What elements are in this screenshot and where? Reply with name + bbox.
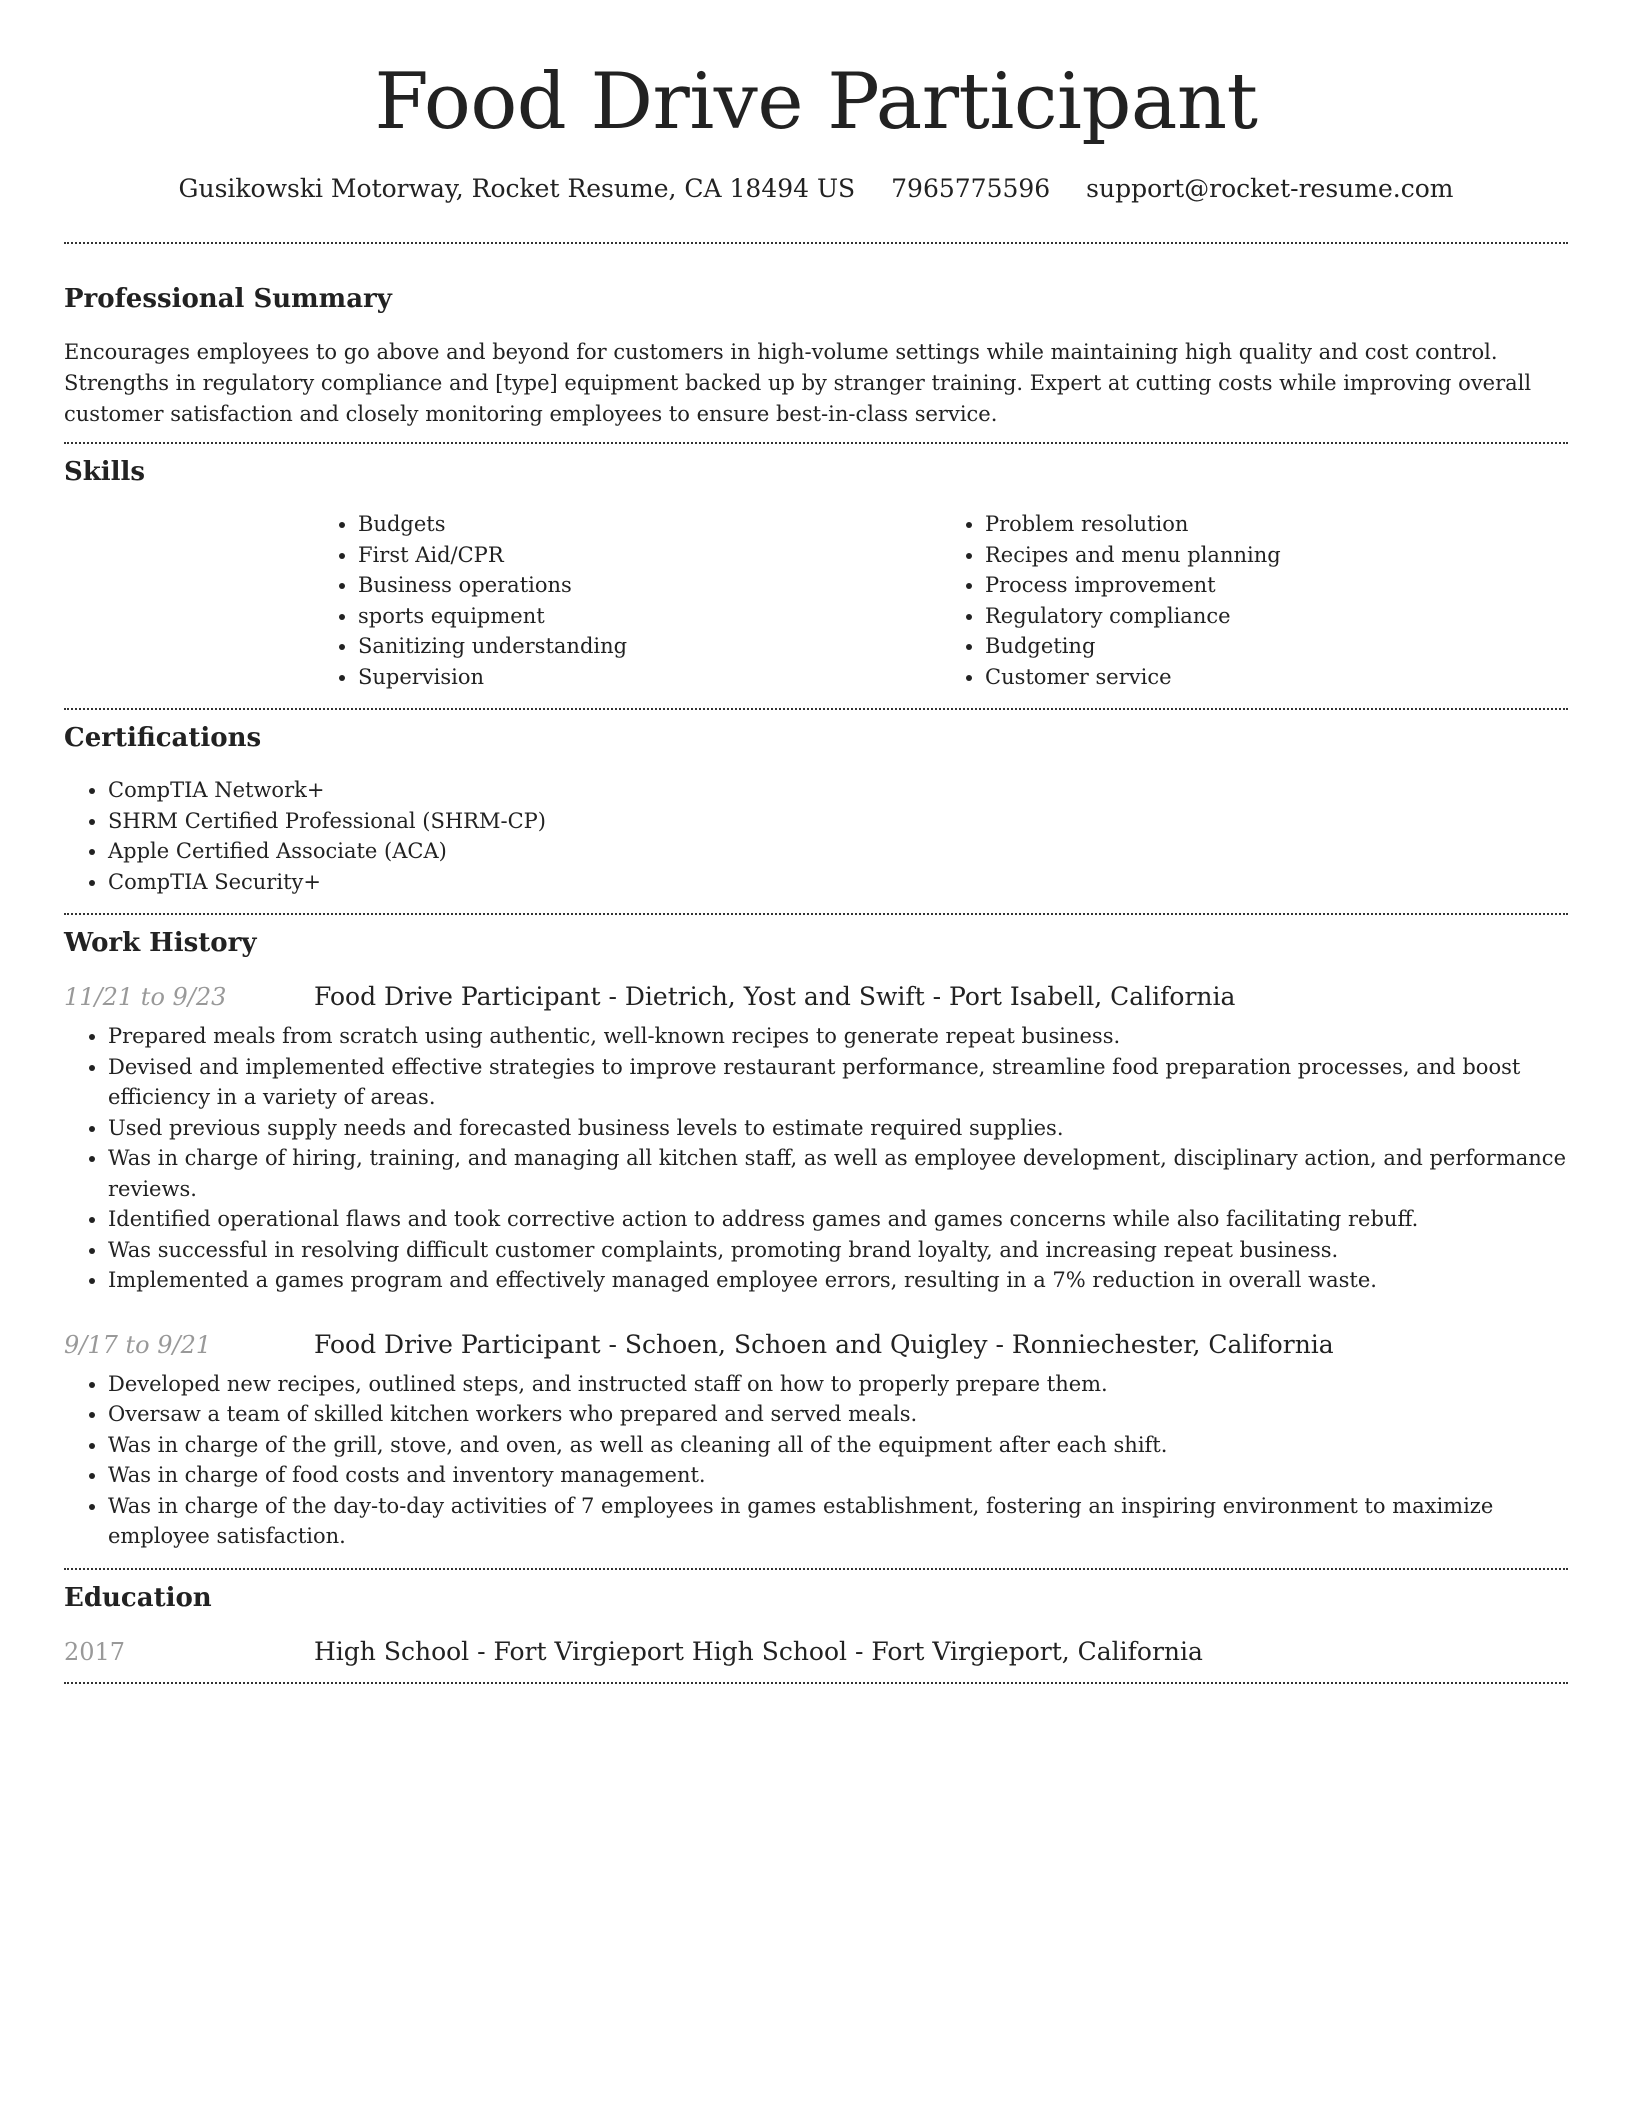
candidate-name: Food Drive Participant xyxy=(374,57,1258,147)
list-item: • Was in charge of the grill, stove, and oven, as well as cleaning all of the equipment after each shift. xyxy=(108,1430,1568,1461)
job-header xyxy=(64,1330,1568,1359)
skills-columns xyxy=(314,509,1568,692)
list-item: • CompTIA Security+ xyxy=(108,867,1568,898)
list-item: • Oversaw a team of skilled kitchen workers who prepared and served meals. xyxy=(108,1399,1568,1430)
list-item: • Used previous supply needs and forecasted business levels to estimate required supplies. xyxy=(108,1113,1568,1144)
list-item: • SHRM Certified Professional (SHRM-CP) xyxy=(108,806,1568,837)
list-item: • Prepared meals from scratch using authentic, well-known recipes to generate repeat business. xyxy=(108,1021,1568,1052)
job-heading: Food Drive Participant - Dietrich, Yost and Swift - Port Isabell, California xyxy=(314,982,1236,1011)
list-item: • Developed new recipes, outlined steps, and instructed staff on how to properly prepare them. xyxy=(108,1369,1568,1400)
job-dates: 11/21 to 9/23 xyxy=(64,983,227,1011)
education-heading: Education xyxy=(64,1582,212,1613)
list-item: • Business operations xyxy=(358,570,941,601)
skills-heading: Skills xyxy=(64,457,146,487)
list-item: • Was in charge of food costs and inventory management. xyxy=(108,1460,1568,1491)
list-item: • First Aid/CPR xyxy=(358,540,941,571)
contact-address: Gusikowski Motorway, Rocket Resume, CA 18494 US xyxy=(178,174,856,203)
skills-section xyxy=(64,444,1568,692)
list-item: • Identified operational flaws and took corrective action to address games and games concerns while also facilitating rebuff. xyxy=(108,1204,1568,1235)
skills-list-left xyxy=(314,509,941,692)
summary-section xyxy=(64,244,1568,430)
list-item: • Supervision xyxy=(358,662,941,693)
list-item: • Was in charge of hiring, training, and managing all kitchen staff, as well as employee development, disciplinary action, and performance reviews. xyxy=(108,1143,1568,1204)
list-item: • Was in charge of the day-to-day activities of 7 employees in games establishment, fostering an inspiring environment to maximize employee satisfaction. xyxy=(108,1491,1568,1552)
education-section xyxy=(64,1570,1568,1666)
certifications-list xyxy=(64,775,1568,897)
work-history-section xyxy=(64,915,1568,1552)
skills-list-right xyxy=(941,509,1568,692)
education-heading-text: High School - Fort Virgieport High School - Fort Virgieport, California xyxy=(314,1636,1203,1666)
list-item: • Recipes and menu planning xyxy=(985,540,1568,571)
list-item: • CompTIA Network+ xyxy=(108,775,1568,806)
summary-text: Encourages employees to go above and beyond for customers in high-volume settings while maintaining high quality and cost control. Strengths in regulatory compliance and [type] equipment backed up by stranger training. Expert at cutting costs while improving overall customer satisfaction and closely monitoring employees to ensure best-in-class service. xyxy=(64,340,1532,426)
list-item: • Was successful in resolving difficult customer complaints, promoting brand loyalty, and increasing repeat business. xyxy=(108,1235,1568,1266)
education-year: 2017 xyxy=(64,1637,126,1666)
certifications-heading: Certifications xyxy=(64,723,262,753)
job-entry xyxy=(64,982,1568,1296)
education-divider xyxy=(64,1682,1568,1684)
list-item: • Sanitizing understanding xyxy=(358,631,941,662)
job-heading: Food Drive Participant - Schoen, Schoen and Quigley - Ronniechester, California xyxy=(314,1329,1334,1359)
list-item: • Process improvement xyxy=(985,570,1568,601)
education-entry xyxy=(64,1637,1568,1666)
list-item: • Customer service xyxy=(985,662,1568,693)
work-history-heading: Work History xyxy=(64,928,257,958)
list-item: • sports equipment xyxy=(358,601,941,632)
summary-heading: Professional Summary xyxy=(64,284,392,314)
list-item: • Apple Certified Associate (ACA) xyxy=(108,836,1568,867)
contact-line xyxy=(64,172,1568,206)
list-item: • Budgeting xyxy=(985,631,1568,662)
job-duties xyxy=(64,1021,1568,1296)
contact-email: support@rocket-resume.com xyxy=(1086,174,1454,203)
list-item: • Problem resolution xyxy=(985,509,1568,540)
job-dates: 9/17 to 9/21 xyxy=(64,1330,212,1359)
list-item: • Regulatory compliance xyxy=(985,601,1568,632)
job-header xyxy=(64,982,1568,1011)
certifications-section xyxy=(64,710,1568,897)
contact-phone: 7965775596 xyxy=(891,174,1051,203)
list-item: • Implemented a games program and effectively managed employee errors, resulting in a 7% reduction in overall waste. xyxy=(108,1265,1568,1296)
list-item: • Devised and implemented effective strategies to improve restaurant performance, streamline food preparation processes, and boost efficiency in a variety of areas. xyxy=(108,1052,1568,1113)
job-entry xyxy=(64,1330,1568,1552)
list-item: • Budgets xyxy=(358,509,941,540)
job-duties xyxy=(64,1369,1568,1552)
